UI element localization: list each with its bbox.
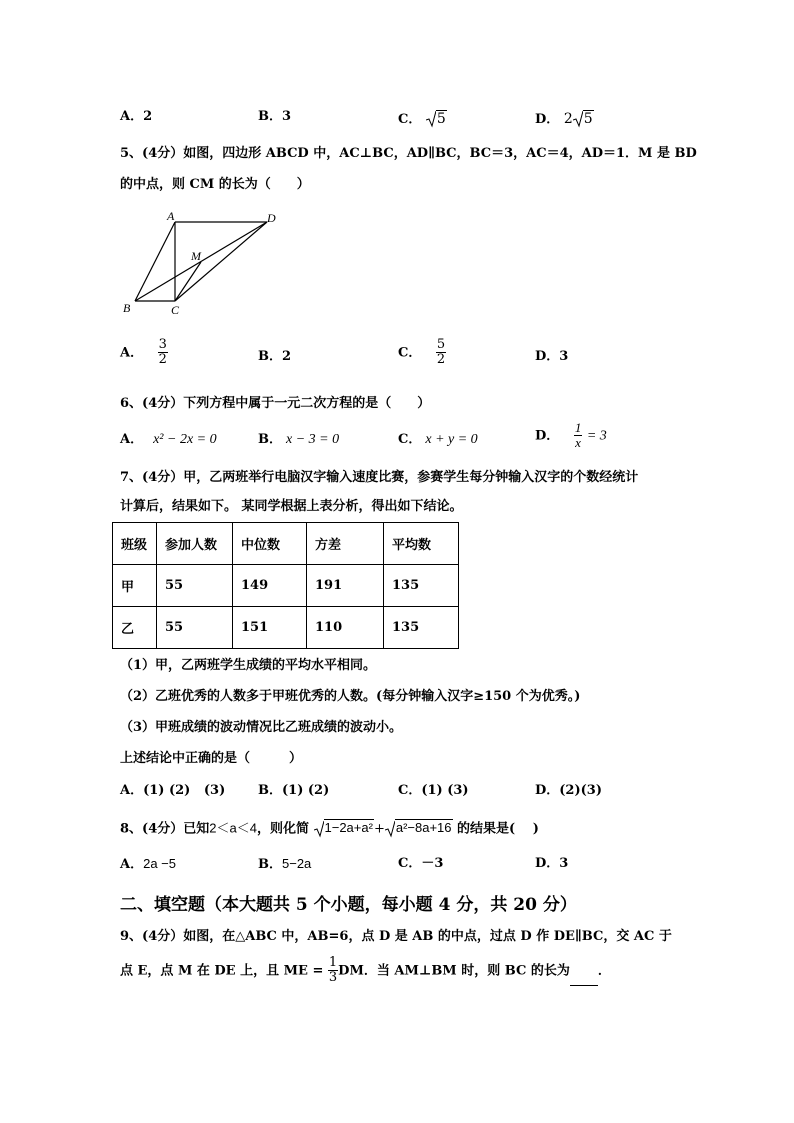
section-2-title: 二、填空题（本大题共 5 个小题，每小题 4 分，共 20 分） — [120, 895, 577, 915]
q7-stem-line1: 7、(4分）甲，乙两班举行电脑汉字输入速度比赛，参赛学生每分钟输入汉字的个数经统计 — [120, 470, 639, 485]
option-label: C． — [398, 432, 422, 447]
q7-option-b — [258, 784, 329, 797]
table-cell: 151 — [233, 607, 307, 649]
option-label: B． — [258, 109, 282, 124]
table-cell: 甲 — [113, 565, 157, 607]
table-cell: 55 — [157, 565, 233, 607]
table-header-cell: 平均数 — [384, 523, 459, 565]
table-header-cell: 参加人数 — [157, 523, 233, 565]
label-a: A — [167, 209, 175, 223]
fraction — [158, 338, 168, 368]
q9-stem-line2 — [120, 956, 611, 986]
q6-option-c — [398, 433, 478, 447]
q5-option-c — [398, 338, 446, 368]
option-label: D． — [535, 856, 560, 871]
table-cell: 55 — [157, 607, 233, 649]
option-label: A． — [120, 432, 144, 447]
radicand: 5 — [583, 111, 593, 127]
option-value: (1) (2) — [282, 783, 330, 798]
q8-option-c — [398, 857, 443, 870]
option-value: 5−2a — [282, 856, 312, 871]
q9-line2-start: 点 E，点 M 在 DE 上，且 ME = — [120, 963, 324, 979]
option-label: A． — [120, 857, 144, 872]
q7-stem-line2: 计算后，结果如下。 某同学根据上表分析，得出如下结论。 — [120, 499, 463, 514]
answer-blank[interactable] — [570, 973, 598, 986]
label-c: C — [171, 303, 180, 317]
q5-stem-line1: 5、(4分）如图，四边形 ABCD 中，AC⊥BC，AD∥BC，BC＝3，AC＝4，AD＝1．M 是 BD — [120, 146, 697, 161]
q4-option-c — [398, 110, 447, 128]
q7-conclusion-3: （3）甲班成绩的波动情况比乙班成绩的波动小。 — [120, 720, 403, 735]
radicand: 5 — [436, 111, 446, 127]
table-header-cell: 中位数 — [233, 523, 307, 565]
option-label: D． — [535, 428, 560, 444]
label-d: D — [267, 211, 276, 225]
denominator: 3 — [328, 970, 338, 986]
table-cell: 191 — [307, 565, 384, 607]
fraction — [574, 421, 583, 451]
option-label: C． — [398, 783, 422, 798]
denominator: x — [575, 435, 581, 451]
option-label: A． — [120, 109, 144, 124]
option-value: 2 — [143, 109, 153, 124]
table-header-cell: 方差 — [307, 523, 384, 565]
q8-middle: ，则化简 — [256, 821, 309, 837]
numerator: 1 — [328, 955, 338, 970]
q8-suffix: 的结果是( ) — [457, 821, 539, 837]
q7-question: 上述结论中正确的是（ ） — [120, 751, 303, 766]
q7-stats-table — [112, 522, 459, 649]
option-label: C． — [398, 345, 422, 361]
table-header-row — [113, 523, 459, 565]
q6-option-d — [535, 421, 607, 451]
q7-option-d — [535, 784, 602, 797]
table-cell: 135 — [384, 607, 459, 649]
option-label: D． — [535, 112, 560, 127]
coefficient: 2 — [563, 111, 573, 127]
q4-option-a — [120, 110, 152, 123]
option-label: C． — [398, 856, 422, 871]
q7-conclusion-1: （1）甲，乙两班学生成绩的平均水平相同。 — [120, 658, 377, 673]
option-label: B． — [258, 432, 282, 447]
q8-option-a — [120, 857, 176, 871]
option-value: (2)(3) — [559, 783, 602, 798]
equation: x² − 2x = 0 — [153, 432, 217, 447]
table-cell: 149 — [233, 565, 307, 607]
option-label: D． — [535, 349, 560, 364]
option-value: (1) (2) (3) — [143, 783, 226, 798]
q4-option-b — [258, 110, 291, 123]
radical-sign-icon — [314, 820, 324, 838]
table-cell: 乙 — [113, 607, 157, 649]
q7-option-c — [398, 784, 469, 797]
option-value: 2 — [282, 349, 292, 364]
fraction — [436, 338, 446, 368]
label-b: B — [123, 301, 131, 315]
option-value: －3 — [421, 856, 444, 871]
table-row — [113, 565, 459, 607]
option-value: (1) (3) — [421, 783, 469, 798]
q8-stem — [120, 820, 539, 838]
option-value: 2a −5 — [143, 856, 176, 871]
q5-option-d — [535, 350, 568, 363]
option-label: A． — [120, 345, 144, 361]
sqrt-expression-2 — [385, 820, 453, 838]
equation-rest: = 3 — [586, 428, 607, 444]
numerator: 1 — [574, 420, 582, 435]
option-label: B． — [258, 857, 282, 872]
q9-stem-line1: 9、(4分）如图，在△ABC 中，AB=6，点 D 是 AB 的中点，过点 D 作 DE∥BC，交 AC 于 — [120, 929, 672, 944]
q9-line2-end: ． — [597, 963, 611, 979]
q8-condition: 2＜a＜4 — [209, 820, 257, 836]
label-m: M — [191, 249, 201, 263]
q6-option-a — [120, 433, 217, 447]
option-value: 3 — [559, 856, 569, 871]
q6-option-b — [258, 433, 339, 447]
table-row — [113, 607, 459, 649]
q8-option-d — [535, 857, 568, 870]
radical-sign-icon — [385, 820, 395, 838]
q4-option-d — [535, 110, 594, 128]
q5-quadrilateral-figure — [115, 205, 290, 320]
table-header-cell: 班级 — [113, 523, 157, 565]
q8-option-b — [258, 857, 311, 871]
fraction — [328, 956, 338, 986]
q7-conclusion-2: （2）乙班优秀的人数多于甲班优秀的人数。(每分钟输入汉字≥150 个为优秀。) — [120, 689, 581, 704]
radical-sign-icon — [426, 110, 436, 128]
option-label: A． — [120, 783, 144, 798]
segment-cd — [175, 222, 267, 301]
numerator: 3 — [158, 337, 167, 352]
radicand: a²−8a+16 — [395, 820, 452, 836]
option-value: 3 — [282, 109, 292, 124]
q9-line2-rest: DM．当 AM⊥BM 时，则 BC 的长为 — [338, 963, 570, 979]
option-value: 3 — [559, 349, 569, 364]
denominator: 2 — [158, 352, 167, 368]
radicand: 1−2a+a² — [324, 820, 373, 836]
q5-option-b — [258, 350, 291, 363]
q7-option-a — [120, 784, 225, 797]
q6-stem: 6、(4分）下列方程中属于一元二次方程的是（ ） — [120, 396, 431, 411]
sqrt-expression-1 — [314, 820, 374, 838]
sqrt-expression — [573, 110, 594, 128]
option-label: D． — [535, 783, 560, 798]
table-cell: 135 — [384, 565, 459, 607]
sqrt-expression — [426, 110, 447, 128]
denominator: 2 — [436, 352, 446, 368]
option-label: B． — [258, 783, 282, 798]
table-cell: 110 — [307, 607, 384, 649]
q5-option-a — [120, 338, 168, 368]
numerator: 5 — [436, 337, 446, 352]
equation: x − 3 = 0 — [286, 432, 340, 447]
option-label: B． — [258, 349, 282, 364]
radical-sign-icon — [573, 110, 583, 128]
q5-stem-line2: 的中点，则 CM 的长为（ ） — [120, 177, 310, 192]
option-label: C． — [398, 112, 422, 127]
plus-sign: + — [373, 821, 385, 837]
q8-prefix: 8、(4分）已知 — [120, 821, 210, 837]
equation: x + y = 0 — [425, 432, 478, 447]
